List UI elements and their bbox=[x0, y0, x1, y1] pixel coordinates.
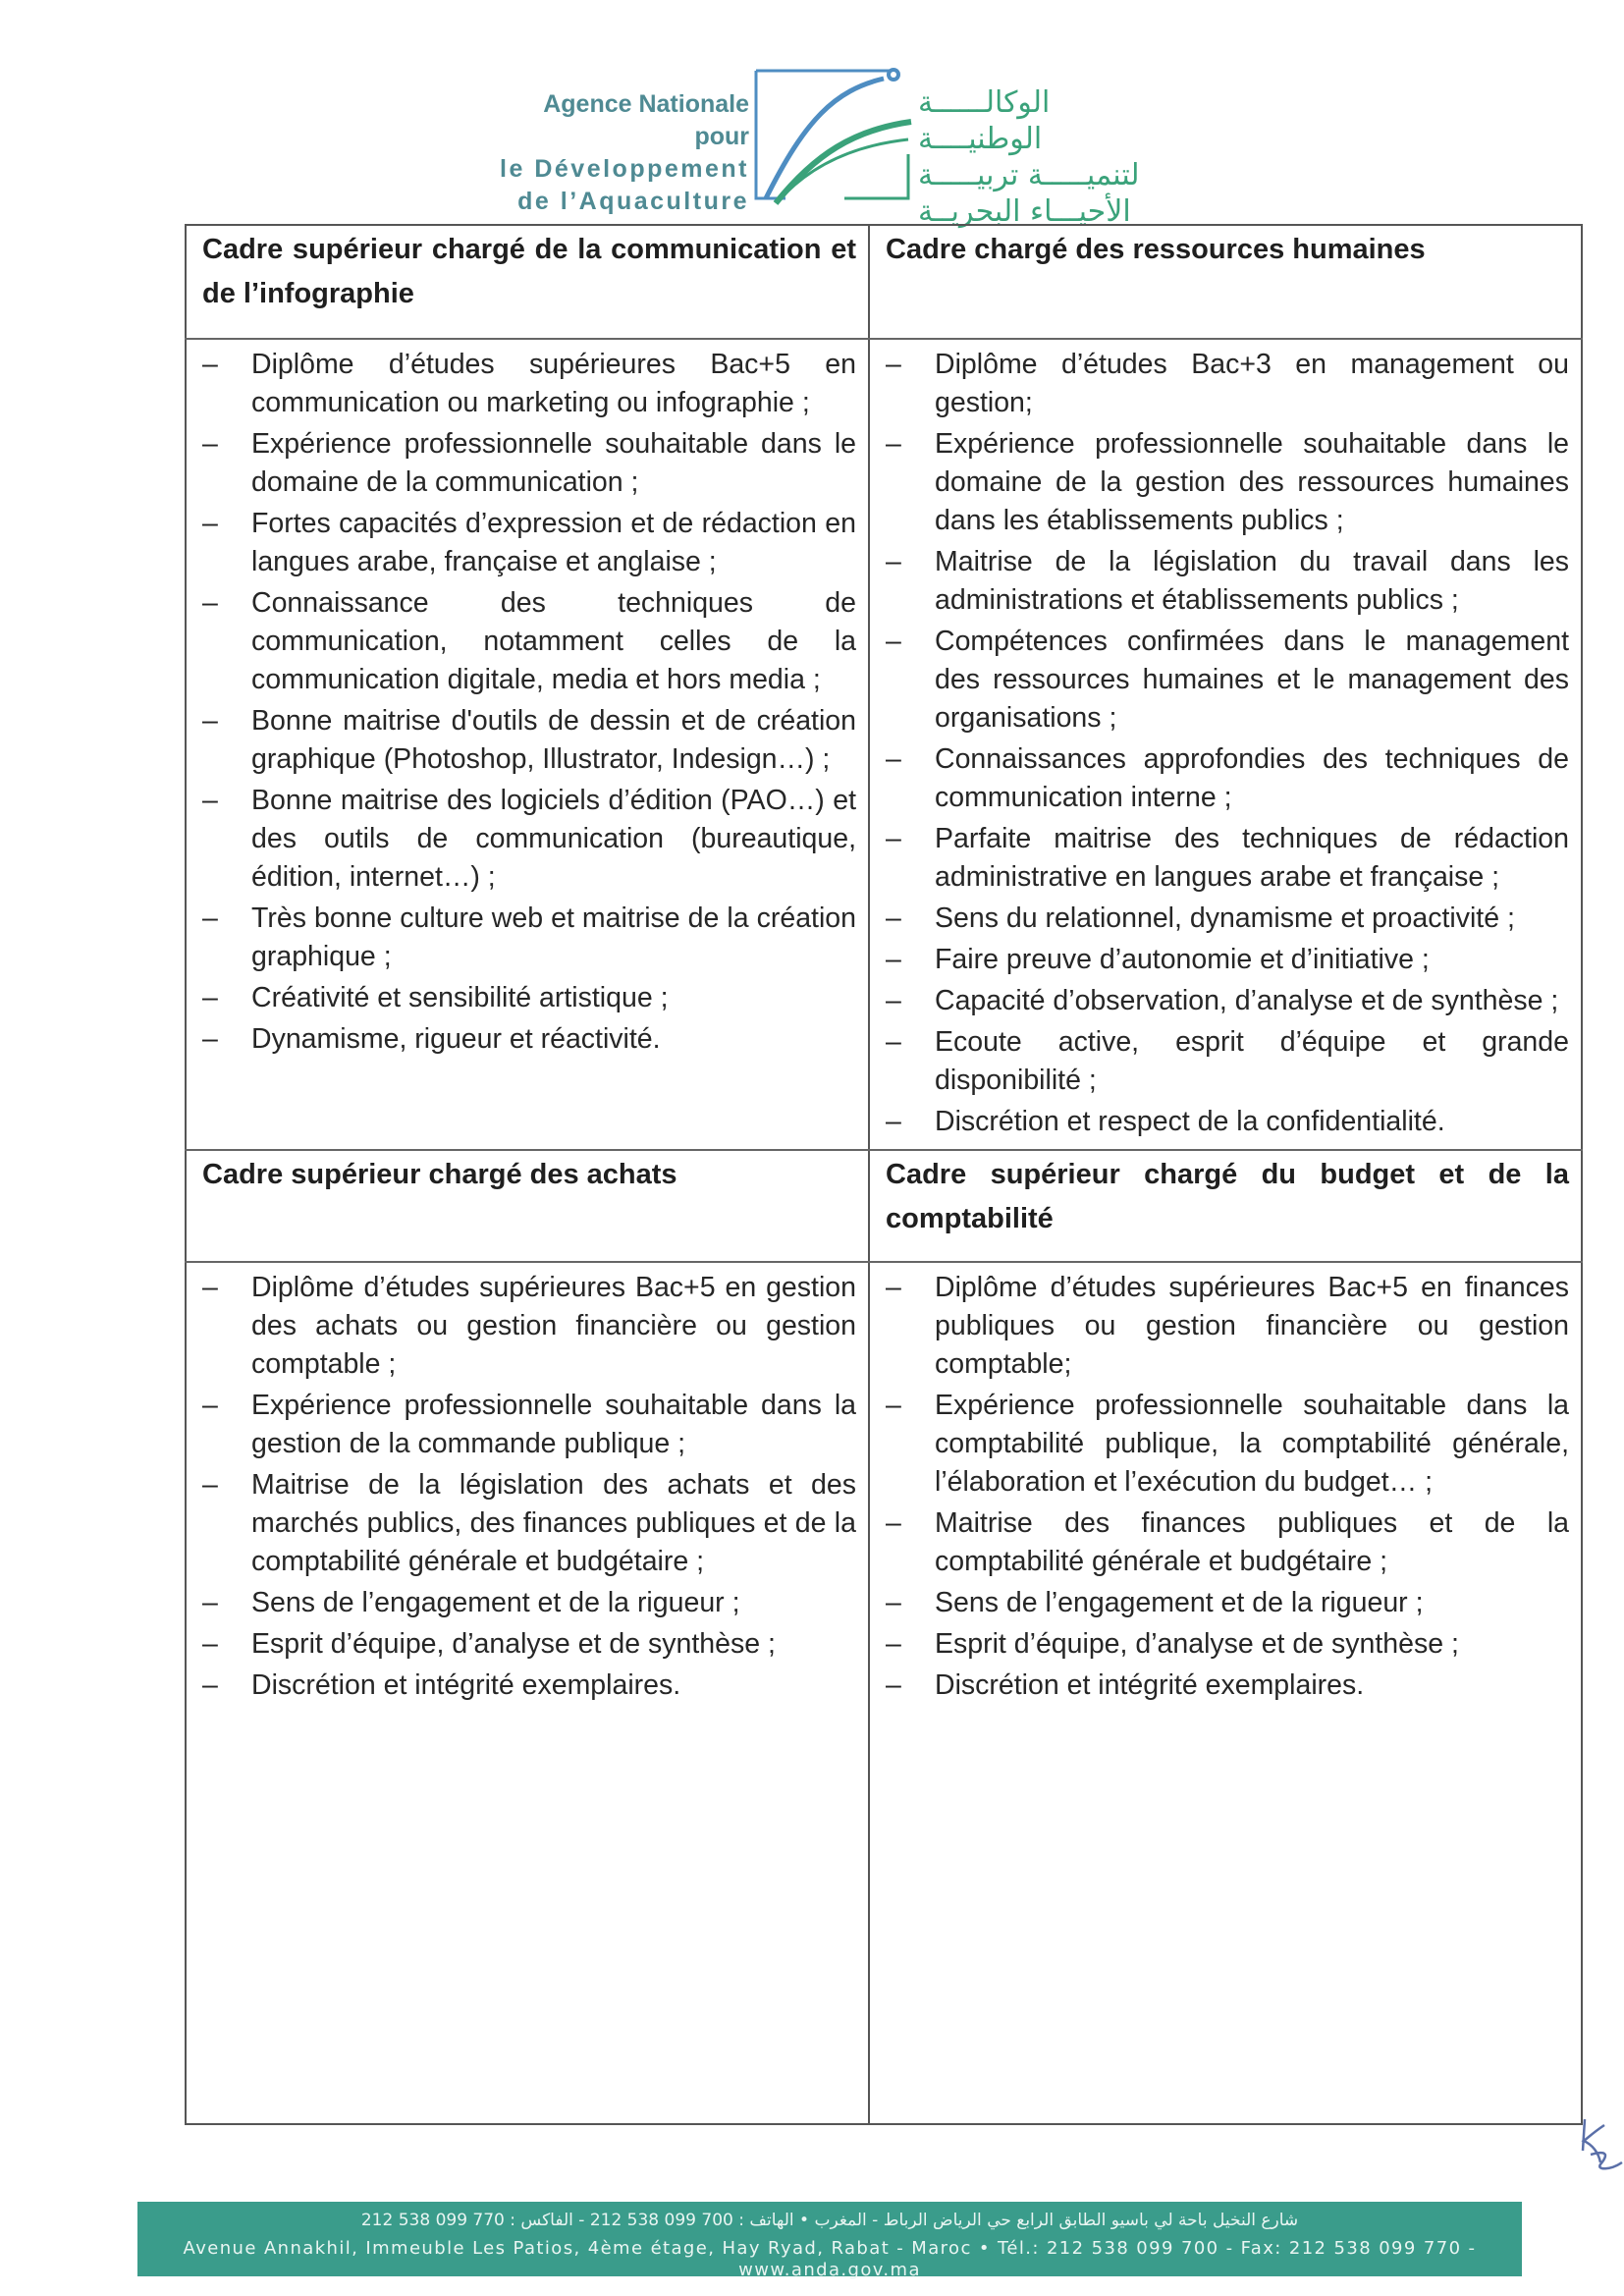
list-item-text: Sens du relationnel, dynamisme et proactivité ; bbox=[935, 902, 1515, 934]
list-item-text: Discrétion et intégrité exemplaires. bbox=[935, 1669, 1365, 1701]
list-item-text: Diplôme d’études supérieures Bac+5 en gestion des achats ou gestion financière ou gestion comptable ; bbox=[251, 1272, 856, 1380]
handwritten-initials-signature bbox=[1571, 2111, 1624, 2180]
agency-name-arabic bbox=[918, 84, 1144, 230]
agency-name-fr-line3: de l’Aquaculture bbox=[517, 188, 749, 215]
requirements-list-budget-accounting bbox=[886, 1269, 1569, 1708]
list-item-text: Capacité d’observation, d’analyse et de synthèse ; bbox=[935, 985, 1559, 1016]
footer-address-french: Avenue Annakhil, Immeuble Les Patios, 4ème étage, Hay Ryad, Rabat - Maroc • Tél.: 212 538 099 700 - Fax: 212 538 099 770 - www.anda.gov.ma bbox=[183, 2238, 1477, 2280]
requirements-list-human-resources bbox=[886, 346, 1569, 1144]
list-item: – Bonne maitrise des logiciels d’édition (PAO…) et des outils de communication (bureautique, édition, internet…) ; bbox=[202, 785, 856, 893]
list-item: – Discrétion et intégrité exemplaires. bbox=[202, 1669, 681, 1701]
list-item: – Maitrise de la législation des achats et des marchés publics, des finances publiques et de la comptabilité générale et budgétaire ; bbox=[202, 1469, 856, 1577]
list-item-text: Ecoute active, esprit d’équipe et grande disponibilité ; bbox=[935, 1026, 1569, 1096]
list-item: – Faire preuve d’autonomie et d’initiative ; bbox=[886, 944, 1430, 975]
list-item-text: Diplôme d’études supérieures Bac+5 en communication ou marketing ou infographie ; bbox=[251, 349, 856, 418]
list-item: – Sens du relationnel, dynamisme et proactivité ; bbox=[886, 902, 1515, 934]
list-item-text: Expérience professionnelle souhaitable dans la comptabilité publique, la comptabilité générale, l’élaboration et l’exécution du budget… ; bbox=[935, 1390, 1569, 1498]
list-item: – Très bonne culture web et maitrise de la création graphique ; bbox=[202, 902, 856, 972]
agency-name-ar-line2: لتنميـــــة تربيـــــة bbox=[918, 158, 1140, 192]
requirements-list-purchasing bbox=[202, 1269, 856, 1708]
list-item-text: Compétences confirmées dans le management des ressources humaines et le management des organisations ; bbox=[935, 626, 1569, 734]
row-divider bbox=[185, 1261, 1583, 1263]
footer-address-arabic: شارع النخيل باحة لي باسيو الطابق الرابع حي الرياض الرباط - المغرب • الهاتف : 700 099 538 212 - الفاكس : 770 099 538 212 bbox=[360, 2211, 1299, 2230]
list-item: – Esprit d’équipe, d’analyse et de synthèse ; bbox=[202, 1628, 776, 1660]
list-item-text: Diplôme d’études Bac+3 en management ou gestion; bbox=[935, 349, 1569, 418]
address-footer bbox=[137, 2202, 1522, 2280]
job-title-purchasing: Cadre supérieur chargé des achats bbox=[202, 1159, 677, 1190]
list-item: – Maitrise des finances publiques et de la comptabilité générale et budgétaire ; bbox=[886, 1507, 1569, 1577]
list-item-text: Faire preuve d’autonomie et d’initiative ; bbox=[935, 944, 1430, 975]
row-divider bbox=[185, 338, 1583, 340]
list-item-text: Connaissance des techniques de communication, notamment celles de la communication digitale, media et hors media ; bbox=[251, 587, 856, 695]
list-item: – Diplôme d’études supérieures Bac+5 en gestion des achats ou gestion financière ou gestion comptable ; bbox=[202, 1272, 856, 1380]
list-item: – Diplôme d’études supérieures Bac+5 en finances publiques ou gestion financière ou gestion comptable; bbox=[886, 1272, 1569, 1380]
agency-name-fr-line2: le Développement bbox=[500, 155, 749, 183]
list-item-text: Dynamisme, rigueur et réactivité. bbox=[251, 1023, 661, 1055]
list-item-text: Discrétion et intégrité exemplaires. bbox=[251, 1669, 681, 1701]
list-item-text: Maitrise des finances publiques et de la comptabilité générale et budgétaire ; bbox=[935, 1507, 1569, 1577]
list-item-text: Bonne maitrise des logiciels d’édition (PAO…) et des outils de communication (bureautique, édition, internet…) ; bbox=[251, 785, 856, 893]
list-item-text: Fortes capacités d’expression et de rédaction en langues arabe, française et anglaise ; bbox=[251, 508, 856, 577]
agency-name-ar-line1: الوكالــــــة الوطنيــــة bbox=[918, 85, 1051, 156]
letterhead bbox=[0, 57, 1624, 229]
job-title-communication: Cadre supérieur chargé de la communication et de l’infographie bbox=[202, 234, 856, 309]
list-item: – Expérience professionnelle souhaitable dans le domaine de la communication ; bbox=[202, 428, 856, 498]
list-item: – Expérience professionnelle souhaitable dans la comptabilité publique, la comptabilité générale, l’élaboration et l’exécution du budget… ; bbox=[886, 1390, 1569, 1498]
list-item: – Compétences confirmées dans le management des ressources humaines et le management des organisations ; bbox=[886, 626, 1569, 734]
list-item: – Sens de l’engagement et de la rigueur ; bbox=[202, 1587, 740, 1618]
list-item: – Diplôme d’études supérieures Bac+5 en communication ou marketing ou infographie ; bbox=[202, 349, 856, 418]
list-item: – Expérience professionnelle souhaitable dans la gestion de la commande publique ; bbox=[202, 1390, 856, 1459]
list-item: – Fortes capacités d’expression et de rédaction en langues arabe, française et anglaise ; bbox=[202, 508, 856, 577]
list-item: – Capacité d’observation, d’analyse et de synthèse ; bbox=[886, 985, 1559, 1016]
list-item: – Esprit d’équipe, d’analyse et de synthèse ; bbox=[886, 1628, 1459, 1660]
list-item: – Dynamisme, rigueur et réactivité. bbox=[202, 1023, 661, 1055]
list-item-text: Très bonne culture web et maitrise de la création graphique ; bbox=[251, 902, 856, 972]
agency-name-ar-line3: الأحيـــاء البحريــة bbox=[918, 194, 1131, 229]
list-item-text: Sens de l’engagement et de la rigueur ; bbox=[935, 1587, 1424, 1618]
list-item-text: Discrétion et respect de la confidentialité. bbox=[935, 1106, 1445, 1137]
list-item-text: Esprit d’équipe, d’analyse et de synthèse ; bbox=[935, 1628, 1459, 1660]
list-item-text: Créativité et sensibilité artistique ; bbox=[251, 982, 669, 1013]
list-item-text: Maitrise de la législation du travail dans les administrations et établissements publics ; bbox=[935, 546, 1569, 616]
list-item-text: Bonne maitrise d'outils de dessin et de création graphique (Photoshop, Illustrator, Indesign…) ; bbox=[251, 705, 856, 775]
requirements-list-communication bbox=[202, 346, 856, 1062]
row-divider bbox=[185, 1149, 1583, 1151]
list-item: – Connaissances approfondies des techniques de communication interne ; bbox=[886, 743, 1569, 813]
list-item-text: Parfaite maitrise des techniques de rédaction administrative en langues arabe et française ; bbox=[935, 823, 1569, 893]
list-item-text: Sens de l’engagement et de la rigueur ; bbox=[251, 1587, 740, 1618]
list-item-text: Esprit d’équipe, d’analyse et de synthèse ; bbox=[251, 1628, 776, 1660]
list-item-text: Expérience professionnelle souhaitable dans le domaine de la gestion des ressources humaines dans les établissements publics ; bbox=[935, 428, 1569, 536]
agency-name-fr-line1: Agence Nationale pour bbox=[543, 90, 749, 150]
anda-logo-icon bbox=[746, 61, 915, 208]
job-title-human-resources: Cadre chargé des ressources humaines bbox=[886, 234, 1426, 265]
list-item: – Expérience professionnelle souhaitable dans le domaine de la gestion des ressources humaines dans les établissements publics ; bbox=[886, 428, 1569, 536]
list-item: – Sens de l’engagement et de la rigueur ; bbox=[886, 1587, 1424, 1618]
list-item: – Ecoute active, esprit d’équipe et grande disponibilité ; bbox=[886, 1026, 1569, 1096]
list-item-text: Maitrise de la législation des achats et des marchés publics, des finances publiques et de la comptabilité générale et budgétaire ; bbox=[251, 1469, 856, 1577]
list-item: – Connaissance des techniques de communication, notamment celles de la communication digitale, media et hors media ; bbox=[202, 587, 856, 695]
list-item: – Maitrise de la législation du travail dans les administrations et établissements publics ; bbox=[886, 546, 1569, 616]
list-item-text: Expérience professionnelle souhaitable dans le domaine de la communication ; bbox=[251, 428, 856, 498]
list-item-text: Connaissances approfondies des techniques de communication interne ; bbox=[935, 743, 1569, 813]
list-item: – Créativité et sensibilité artistique ; bbox=[202, 982, 669, 1013]
list-item: – Discrétion et intégrité exemplaires. bbox=[886, 1669, 1365, 1701]
list-item: – Discrétion et respect de la confidentialité. bbox=[886, 1106, 1445, 1137]
list-item: – Parfaite maitrise des techniques de rédaction administrative en langues arabe et française ; bbox=[886, 823, 1569, 893]
list-item: – Bonne maitrise d'outils de dessin et de création graphique (Photoshop, Illustrator, Indesign…) ; bbox=[202, 705, 856, 775]
agency-name-french bbox=[496, 88, 749, 218]
job-title-budget-accounting: Cadre supérieur chargé du budget et de la comptabilité bbox=[886, 1159, 1569, 1234]
list-item: – Diplôme d’études Bac+3 en management ou gestion; bbox=[886, 349, 1569, 418]
list-item-text: Diplôme d’études supérieures Bac+5 en finances publiques ou gestion financière ou gestion comptable; bbox=[935, 1272, 1569, 1380]
column-divider bbox=[868, 224, 870, 2125]
list-item-text: Expérience professionnelle souhaitable dans la gestion de la commande publique ; bbox=[251, 1390, 856, 1459]
